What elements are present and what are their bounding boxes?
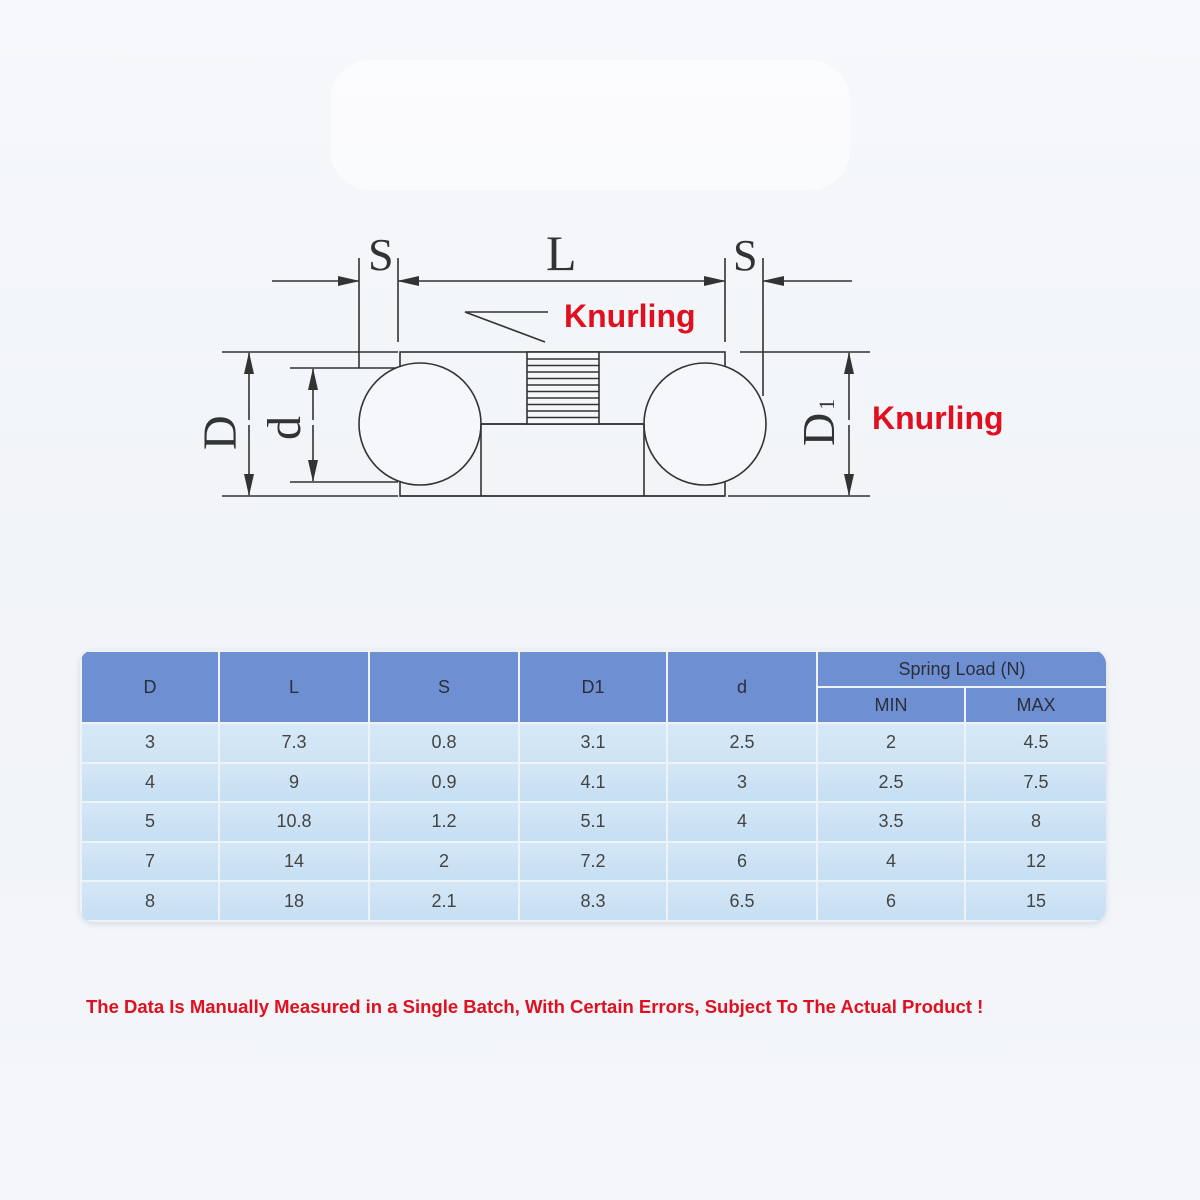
cell: 4.5 [965,723,1106,763]
cell: 7 [81,842,219,882]
cell: 2 [369,842,519,882]
header-S: S [369,651,519,723]
cell: 4 [817,842,965,882]
header-max: MAX [965,687,1106,723]
label-d: d [258,416,311,440]
header-d: d [667,651,817,723]
knurling-block [527,352,599,424]
table-row [81,842,1106,882]
table-row [81,723,1106,763]
cell: 7.5 [965,763,1106,803]
cell: 18 [219,881,369,921]
cell: 3.1 [519,723,667,763]
disclaimer-note: The Data Is Manually Measured in a Single Batch, With Certain Errors, Subject To The Actual Product ! [86,996,984,1017]
label-l: L [546,225,577,281]
cell: 2 [817,723,965,763]
header-L: L [219,651,369,723]
cell: 2.5 [817,763,965,803]
cell: 4.1 [519,763,667,803]
cell: 5 [81,802,219,842]
cell: 4 [667,802,817,842]
table-row [81,763,1106,803]
knurling-leader [465,312,548,342]
cell: 0.9 [369,763,519,803]
label-s-left: S [368,229,394,280]
ball-end-right [644,363,766,485]
label-D1: D [793,412,844,446]
cell: 0.8 [369,723,519,763]
specification-table [80,650,1106,922]
cell: 8.3 [519,881,667,921]
cell: 4 [81,763,219,803]
ball-end-left [359,363,481,485]
header-D: D [81,651,219,723]
cell: 3 [667,763,817,803]
cell: 2.5 [667,723,817,763]
blurred-header-area [330,60,850,190]
cell: 7.2 [519,842,667,882]
cell: 5.1 [519,802,667,842]
knurling-callout-top: Knurling [564,298,696,334]
cell: 14 [219,842,369,882]
cell: 7.3 [219,723,369,763]
cell: 3 [81,723,219,763]
cell: 1.2 [369,802,519,842]
label-D1-subscript: 1 [814,399,839,410]
header-D1: D1 [519,651,667,723]
cell: 6 [667,842,817,882]
cell: 3.5 [817,802,965,842]
cell: 10.8 [219,802,369,842]
cell: 8 [81,881,219,921]
label-D: D [194,415,247,450]
header-spring-load: Spring Load (N) [817,651,1106,687]
cell: 15 [965,881,1106,921]
label-s-right: S [733,231,758,280]
cell: 6 [817,881,965,921]
knurling-callout-right: Knurling [872,400,1004,436]
table-row [81,802,1106,842]
cell: 6.5 [667,881,817,921]
table-row [81,881,1106,921]
cell: 12 [965,842,1106,882]
cell: 8 [965,802,1106,842]
cell: 9 [219,763,369,803]
header-min: MIN [817,687,965,723]
cell: 2.1 [369,881,519,921]
